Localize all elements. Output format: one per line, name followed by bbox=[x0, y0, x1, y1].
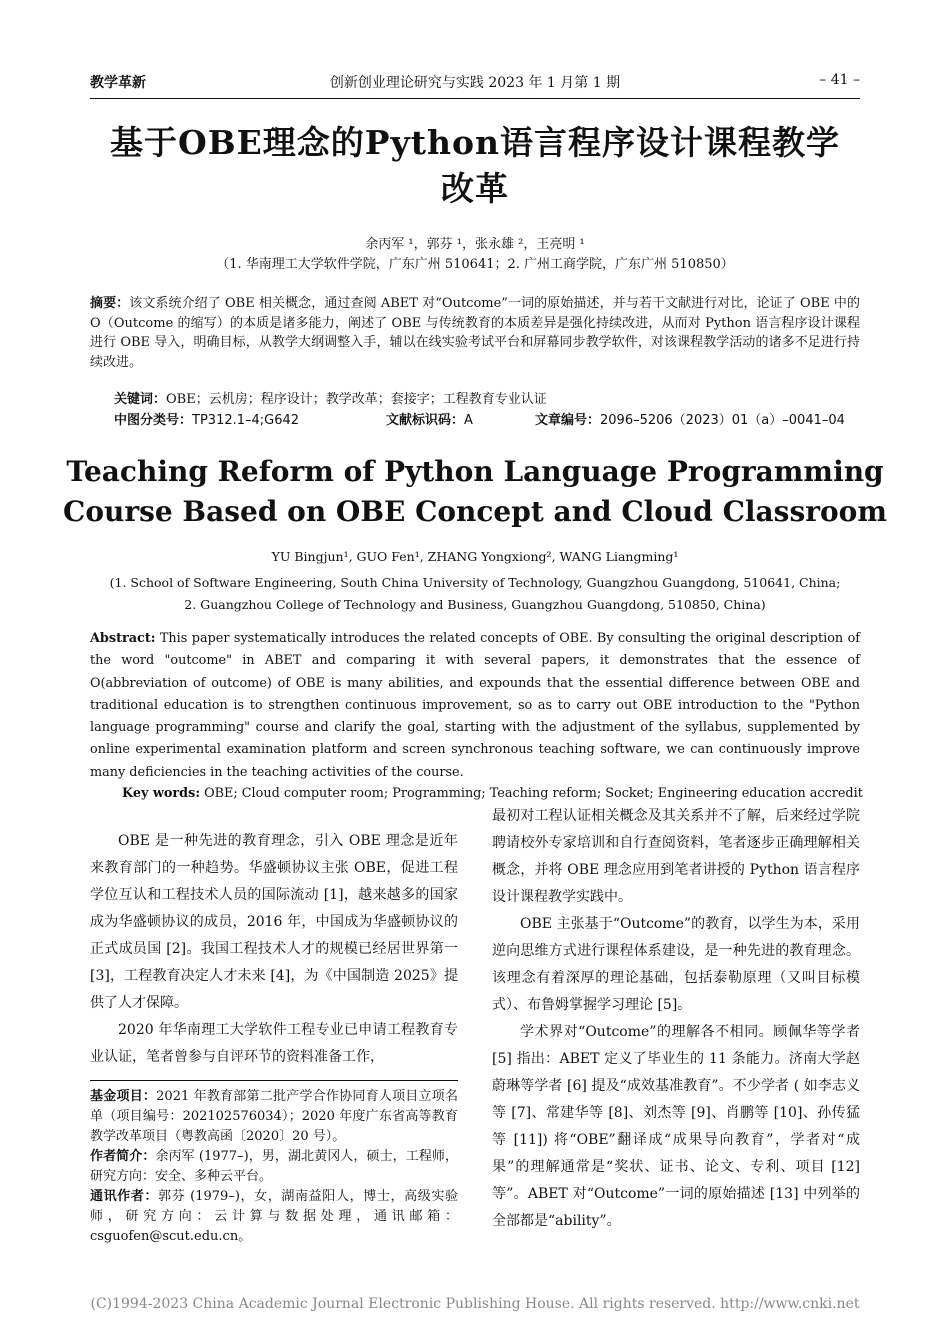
chinese-keywords-label: 关键词： bbox=[114, 392, 167, 407]
english-title bbox=[60, 452, 890, 532]
english-abstract-label: Abstract: bbox=[90, 631, 156, 646]
chinese-abstract-text: 该文系统介绍了 OBE 相关概念，通过查阅 ABET 对“Outcome”一词的原始描述，并与若干文献进行对比，论证了 OBE 中的 O（Outcome 的缩写）的本质是诸多能力，阐述了 OBE 与传统教育的本质差异是强化持续改进，从而对 Python 语言程序设计课程进行 OBE 导入，明确目标，从教学大纲调整入手，辅以在线实验考试平台和屏幕同步教学软件，对该课程教学活动的诸多不足进行持续改进。 bbox=[90, 296, 860, 370]
author-note: 作者简介：余丙军 (1977–)，男，湖北黄冈人，硕士，工程师，研究方向：安全、多种云平台。 bbox=[90, 1149, 458, 1184]
english-affiliation-line1: (1. School of Software Engineering, South China University of Technology, Guangzhou Guangdong, 510641, China; bbox=[109, 575, 841, 590]
english-abstract-text: This paper systematically introduces the related concepts of OBE. By consulting the original description of the word "outcome" in ABET and comparing it with several papers, it demonstrates that the essence of O(abbreviation of outcome) of OBE is many abilities, and expounds that the essential difference between OBE and traditional education is to strengthen continuous improvement, so as to carry out OBE introduction to the "Python language programming" course and clarify the goal, starting with the adjustment of the syllabus, supplemented by online experimental examination platform and screen synchronous teaching software, we can continuously improve many deficiencies in the teaching activities of the course. bbox=[90, 631, 861, 780]
running-header bbox=[90, 72, 860, 96]
chinese-abstract bbox=[90, 294, 860, 372]
clc-code: 中图分类号：TP312.1–4;G642 bbox=[114, 413, 300, 428]
english-authors: YU Bingjun¹, GUO Fen¹, ZHANG Yongxiong², WANG Liangming¹ bbox=[271, 549, 679, 564]
chinese-authors: 余丙军 ¹，郭芬 ¹，张永雄 ²，王亮明 ¹ bbox=[365, 237, 585, 252]
footnote-rule bbox=[90, 1080, 458, 1081]
article-number: 文章编号：2096–5206（2023）01（a）–0041–04 bbox=[535, 413, 845, 428]
body-paragraph: 最初对工程认证相关概念及其关系并不了解，后来经过学院聘请校外专家培训和自行查阅资料，笔者逐步正确理解相关概念，并将 OBE 理念应用到笔者讲授的 Python 语言程序设计课程教学实践中。 bbox=[492, 808, 860, 905]
body-paragraph: OBE 是一种先进的教育理念，引入 OBE 理念是近年来教育部门的一种趋势。华盛顿协议主张 OBE，促进工程学位互认和工程技术人员的国际流动 [1]，越来越多的国家成为华盛顿协议的成员，2016 年，中国成为华盛顿协议的正式成员国 [2]。我国工程技术人才的规模已经居世界第一 [3]，工程教育决定人才未来 [4]，为《中国制造 2025》提供了人才保障。 bbox=[90, 833, 458, 1011]
body-paragraph: OBE 主张基于“Outcome”的教育，以学生为本，采用逆向思维方式进行课程体系建设，是一种先进的教育理念。该理念有着深厚的理论基础，包括泰勒原理（又叫目标模式）、布鲁姆掌握学习理论 [5]。 bbox=[492, 916, 860, 1013]
english-keywords-text: OBE; Cloud computer room; Programming; Teaching reform; Socket; Engineering education accredit bbox=[204, 786, 863, 801]
english-keywords bbox=[122, 786, 863, 801]
english-affiliation bbox=[90, 572, 860, 616]
chinese-keywords bbox=[114, 388, 860, 407]
body-paragraph: 学术界对“Outcome”的理解各不相同。顾佩华等学者 [5] 指出：ABET 定义了毕业生的 11 条能力。济南大学赵蔚琳等学者 [6] 提及“成效基准教育”。不少学者 ( 如李志义等 [7]、常建华等 [8]、刘杰等 [9]、肖鹏等 [10]、孙传猛等 [11]) 将“OBE”翻译成“成果导向教育”，学者对“成果”的理解通常是“奖状、证书、论文、专利、项目 [12] 等”。ABET 对“Outcome”一词的原始描述 [13] 中列举的全部都是“ability”。 bbox=[492, 1024, 860, 1229]
document-code: 文献标识码：A bbox=[386, 413, 473, 428]
english-title-line1: Teaching Reform of Python Language Programming bbox=[66, 455, 884, 488]
section-label: 教学革新 bbox=[90, 75, 146, 91]
funding-note: 基金项目：2021 年教育部第二批产学合作协同育人项目立项名单（项目编号：202102576034）；2020 年度广东省高等教育教学改革项目（粤教高函〔2020〕20 号）。 bbox=[90, 1089, 458, 1144]
chinese-title-line1: 基于OBE理念的Python语言程序设计课程教学 bbox=[109, 123, 841, 162]
chinese-title bbox=[60, 120, 890, 212]
journal-name: 创新创业理论研究与实践 2023 年 1 月第 1 期 bbox=[329, 75, 621, 91]
chinese-title-line2: 改革 bbox=[441, 169, 509, 208]
body-left-column bbox=[90, 828, 458, 1071]
page-number: – 41 – bbox=[819, 72, 860, 88]
chinese-keywords-text: OBE；云机房；程序设计；教学改革；套接字；工程教育专业认证 bbox=[166, 392, 547, 407]
english-keywords-label: Key words: bbox=[122, 786, 201, 801]
footnote bbox=[90, 1087, 458, 1247]
english-title-line2: Course Based on OBE Concept and Cloud Classroom bbox=[63, 495, 887, 528]
body-right-column bbox=[492, 803, 860, 1235]
chinese-abstract-label: 摘要： bbox=[90, 296, 130, 311]
english-abstract bbox=[90, 628, 860, 784]
contact-note: 通讯作者：郭芬 (1979–)，女，湖南益阳人，博士，高级实验师，研究方向：云计算与数据处理，通讯邮箱：csguofen@scut.edu.cn。 bbox=[90, 1189, 458, 1244]
copyright-notice: (C)1994-2023 China Academic Journal Electronic Publishing House. All rights reserved. http://www.cnki.net bbox=[90, 1296, 860, 1312]
chinese-affiliation: （1. 华南理工大学软件学院，广东广州 510641；2. 广州工商学院，广东广州 510850） bbox=[216, 257, 734, 272]
english-affiliation-line2: 2. Guangzhou College of Technology and Business, Guangzhou Guangdong, 510850, China) bbox=[184, 597, 766, 612]
header-rule bbox=[90, 98, 860, 99]
body-paragraph: 2020 年华南理工大学软件工程专业已申请工程教育专业认证，笔者曾参与自评环节的资料准备工作， bbox=[90, 1022, 458, 1065]
